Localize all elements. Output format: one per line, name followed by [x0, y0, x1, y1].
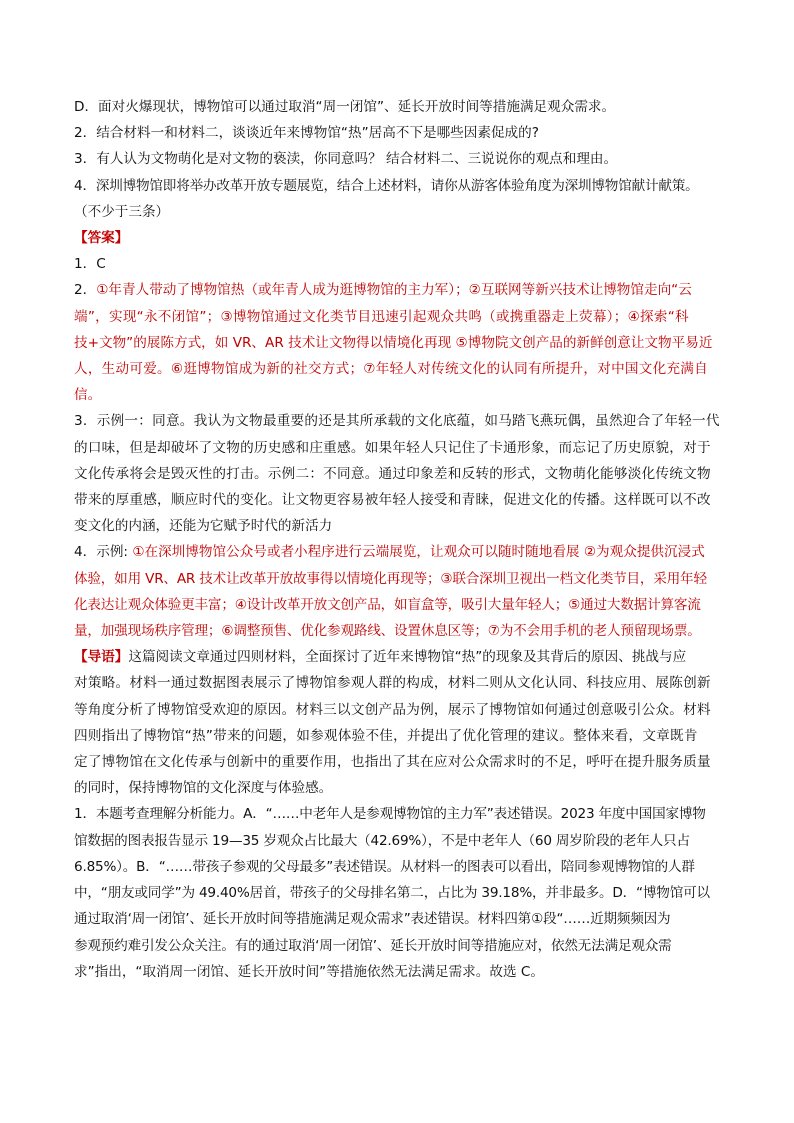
guide-line-6: 的同时，保持博物馆的文化深度与体验感。 — [74, 780, 333, 797]
answer-2-line-5: 信。 — [74, 387, 102, 404]
question-option-d: D．面对火爆现状，博物馆可以通过取消“周一闭馆”、延长开放时间等措施满足观众需求。 — [74, 99, 616, 115]
answer-4-text: ①在深圳博物馆公众号或者小程序进行云端展览，让观众可以随时随地看展 ②为观众提供沉浸式 — [132, 544, 705, 561]
answer-3-line-4: 带来的厚重感，顺应时代的变化。让文物更容易被年轻人接受和青睐，促进文化的传播。这样既可以不改 — [74, 492, 711, 509]
guide-line-5: 定了博物馆在文化传承与创新中的重要作用，也指出了其在应对公众需求时的不足，呼吁在提升服务质量 — [74, 754, 711, 771]
explanation-line-3: 6.85%）。B．“……带孩子参观的父母最多”表述错误。从材料一的图表可以看出，陪同参观博物馆的人群 — [74, 858, 695, 875]
explanation-line-5: 通过取消‘周一闭馆’、延长开放时间等措施满足观众需求”表述错误。材料四第①段“……近期频频因为 — [74, 911, 671, 928]
answer-4-line-4: 量，加强现场秩序管理；⑥调整预售、优化参观路线、设置休息区等；⑦为不会用手机的老人预留现场票。 — [74, 623, 701, 640]
guide-line-3: 等角度分析了博物馆受欢迎的原因。材料三以文创产品为例，展示了博物馆如何通过创意吸引公众。材料 — [74, 701, 711, 718]
explanation-line-7: 求”指出，“取消周一闭馆、延长开放时间”等措施依然无法满足需求。故选 C。 — [74, 963, 544, 980]
answer-3-line-5: 变文化的内涵，还能为它赋予时代的新活力 — [74, 518, 333, 535]
answer-3-line-2: 的口味，但是却破坏了文物的历史感和庄重感。如果年轻人只记住了卡通形象，而忘记了历史原貌，对于 — [74, 439, 711, 456]
answer-2-line-2: 端”，实现“永不闭馆”；③博物馆通过文化类节目迅速引起观众共鸣（或携重器走上荧幕）；④探索“科 — [74, 308, 689, 325]
question-3: 3．有人认为文物萌化是对文物的亵渎，你同意吗？ 结合材料二、三说说你的观点和理由。 — [74, 151, 618, 168]
answer-1: 1．C — [74, 256, 106, 273]
guide-first-line: 这篇阅读文章通过四则材料，全面探讨了近年来博物馆“热”的现象及其背后的原因、挑战与应 — [128, 649, 687, 666]
answer-2-line-3: 技+文物”的展陈方式，如 VR、AR 技术让文物得以情境化再现 ⑤博物院文创产品的新鲜创意让文物平易近 — [74, 334, 713, 351]
question-4-line-2: （不少于三条） — [74, 203, 170, 220]
explanation-line-2: 馆数据的图表报告显示 19—35 岁观众占比最大（42.69%），不是中老年人（60 周岁阶段的老年人只占 — [74, 832, 690, 849]
explanation-line-6: 参观预约难引发公众关注。有的通过取消‘周一闭馆’、延长开放时间等措施应对，依然无法满足观众需 — [74, 937, 672, 954]
answer-4-line-3: 化表达让观众体验更丰富；④设计改革开放文创产品，如盲盒等，吸引大量年轻人；⑤通过大数据计算客流 — [74, 596, 701, 613]
answer-4-number: 4．示例: — [74, 544, 133, 561]
answer-2-line-1 — [74, 277, 724, 303]
answer-2-line-4: 人，生动可爱。⑥逛博物馆成为新的社交方式；⑦年轻人对传统文化的认同有所提升，对中国文化充满自 — [74, 361, 708, 378]
answer-heading: 【答案】 — [74, 230, 129, 247]
guide-line-1 — [74, 644, 724, 670]
answer-2-text: ①年青人带动了博物馆热（或年青人成为逛博物馆的主力军）；②互联网等新兴技术让博物馆走向“云 — [96, 282, 692, 299]
answer-3-line-1: 3．示例一：同意。我认为文物最重要的还是其所承载的文化底蕴，如马踏飞燕玩偶，虽然迎合了年轻一代 — [74, 413, 720, 430]
guide-line-2: 对策略。材料一通过数据图表展示了博物馆参观人群的构成，材料二则从文化认同、科技应用、展陈创新 — [74, 675, 711, 692]
explanation-line-1: 1．本题考查理解分析能力。A．“……中老年人是参观博物馆的主力军”表述错误。2023 年度中国国家博物 — [74, 806, 706, 823]
question-2: 2．结合材料一和材料二，谈谈近年来博物馆“热”居高不下是哪些因素促成的? — [74, 125, 539, 142]
answer-2-number: 2． — [74, 282, 97, 299]
explanation-line-4: 中，“朋友或同学”为 49.40%居首，带孩子的父母排名第二，占比为 39.18%，并非最多。D．“博物馆可以 — [74, 885, 710, 902]
answer-4-line-2: 体验，如用 VR、AR 技术让改革开放故事得以情境化再现等；③联合深圳卫视出一档文化类节目，采用年轻 — [74, 570, 707, 587]
guide-line-4: 四则指出了博物馆“热”带来的问题，如参观体验不佳，并提出了优化管理的建议。整体来看，文章既肯 — [74, 727, 698, 744]
answer-4-line-1 — [74, 539, 724, 565]
question-4-line-1: 4．深圳博物馆即将举办改革开放专题展览，结合上述材料，请你从游客体验角度为深圳博物馆献计献策。 — [74, 177, 699, 194]
document-page — [74, 94, 724, 985]
guide-heading: 【导语】 — [74, 649, 129, 666]
answer-3-line-3: 文化传承将会是毁灭性的打击。示例二：不同意。通过印象差和反转的形式，文物萌化能够淡化传统文物 — [74, 465, 711, 482]
